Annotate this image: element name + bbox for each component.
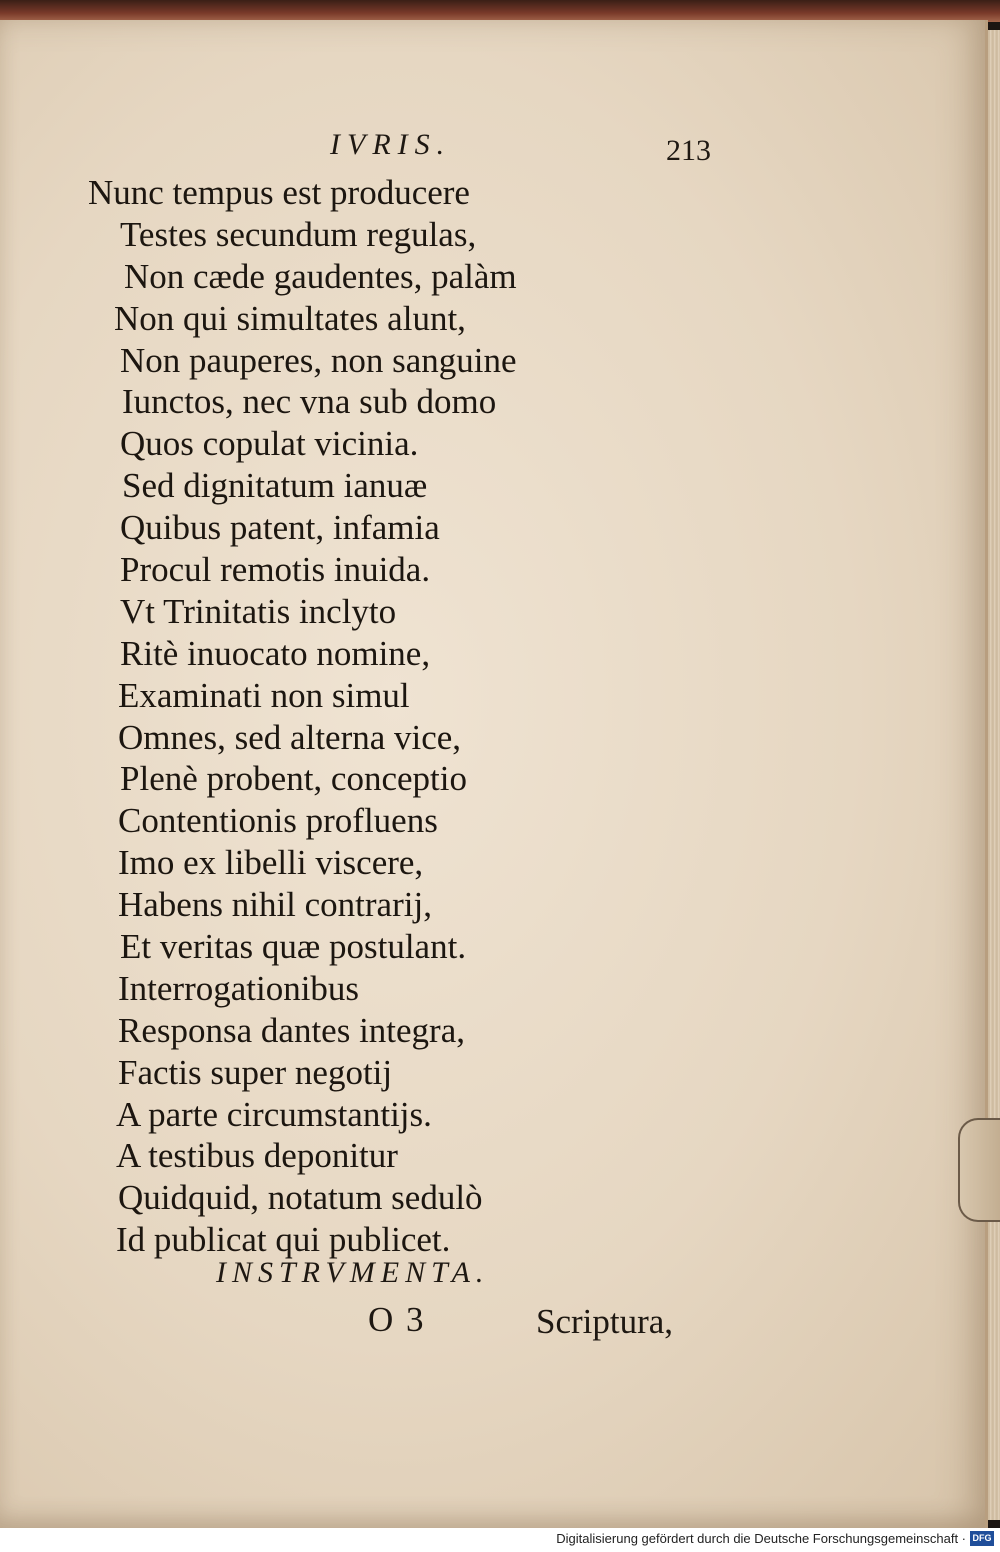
verse-line: Interrogationibus — [118, 968, 360, 1008]
running-head: IVRIS. — [330, 128, 452, 161]
verse-line: Non pauperes, non sanguine — [120, 340, 517, 380]
verse-line: Quos copulat vicinia. — [120, 424, 419, 464]
verse-line: Non cæde gaudentes, palàm — [124, 256, 517, 296]
bookmark-tab — [958, 1118, 1000, 1222]
verse-block — [88, 172, 648, 1261]
verse-line: Examinati non simul — [118, 675, 410, 715]
verse-line: Testes secundum regulas, — [120, 214, 477, 254]
verse-line: Quibus patent, infamia — [120, 508, 440, 548]
verse-line: Contentionis profluens — [118, 801, 438, 841]
signature-mark: O 3 — [368, 1300, 426, 1339]
catchword: Scriptura, — [536, 1302, 674, 1341]
verse-line: Id publicat qui publicet. — [116, 1220, 451, 1260]
verse-line: Non qui simultates alunt, — [114, 298, 466, 338]
verse-line: A testibus deponitur — [116, 1136, 398, 1176]
verse-line: Iunctos, nec vna sub domo — [122, 382, 497, 422]
dfg-logo-icon: DFG — [970, 1531, 994, 1546]
verse-line: Imo ex libelli viscere, — [118, 843, 424, 883]
verse-line: Responsa dantes integra, — [118, 1010, 465, 1050]
verse-line: Vt Trinitatis inclyto — [120, 591, 397, 631]
verse-line: Procul remotis inuida. — [120, 550, 431, 590]
verse-line: Nunc tempus est producere — [88, 173, 470, 212]
section-heading: INSTRVMENTA. — [216, 1256, 490, 1289]
verse-line: Factis super negotij — [118, 1052, 393, 1092]
verse-line: Sed dignitatum ianuæ — [122, 466, 428, 506]
verse-line: Quidquid, notatum sedulò — [118, 1178, 483, 1218]
verse-line: A parte circumstantijs. — [116, 1094, 432, 1134]
footer-credit: Digitalisierung gefördert durch die Deutsche Forschungsgemeinschaft · — [556, 1531, 966, 1546]
verse-line: Habens nihil contrarij, — [118, 885, 432, 925]
page-number: 213 — [666, 134, 711, 167]
verse-line: Plenè probent, conceptio — [120, 759, 467, 799]
verse-line: Et veritas quæ postulant. — [120, 927, 467, 967]
book-top-edge — [0, 0, 1000, 22]
verse-line: Ritè inuocato nomine, — [120, 633, 431, 673]
verse-line: Omnes, sed alterna vice, — [118, 717, 462, 757]
